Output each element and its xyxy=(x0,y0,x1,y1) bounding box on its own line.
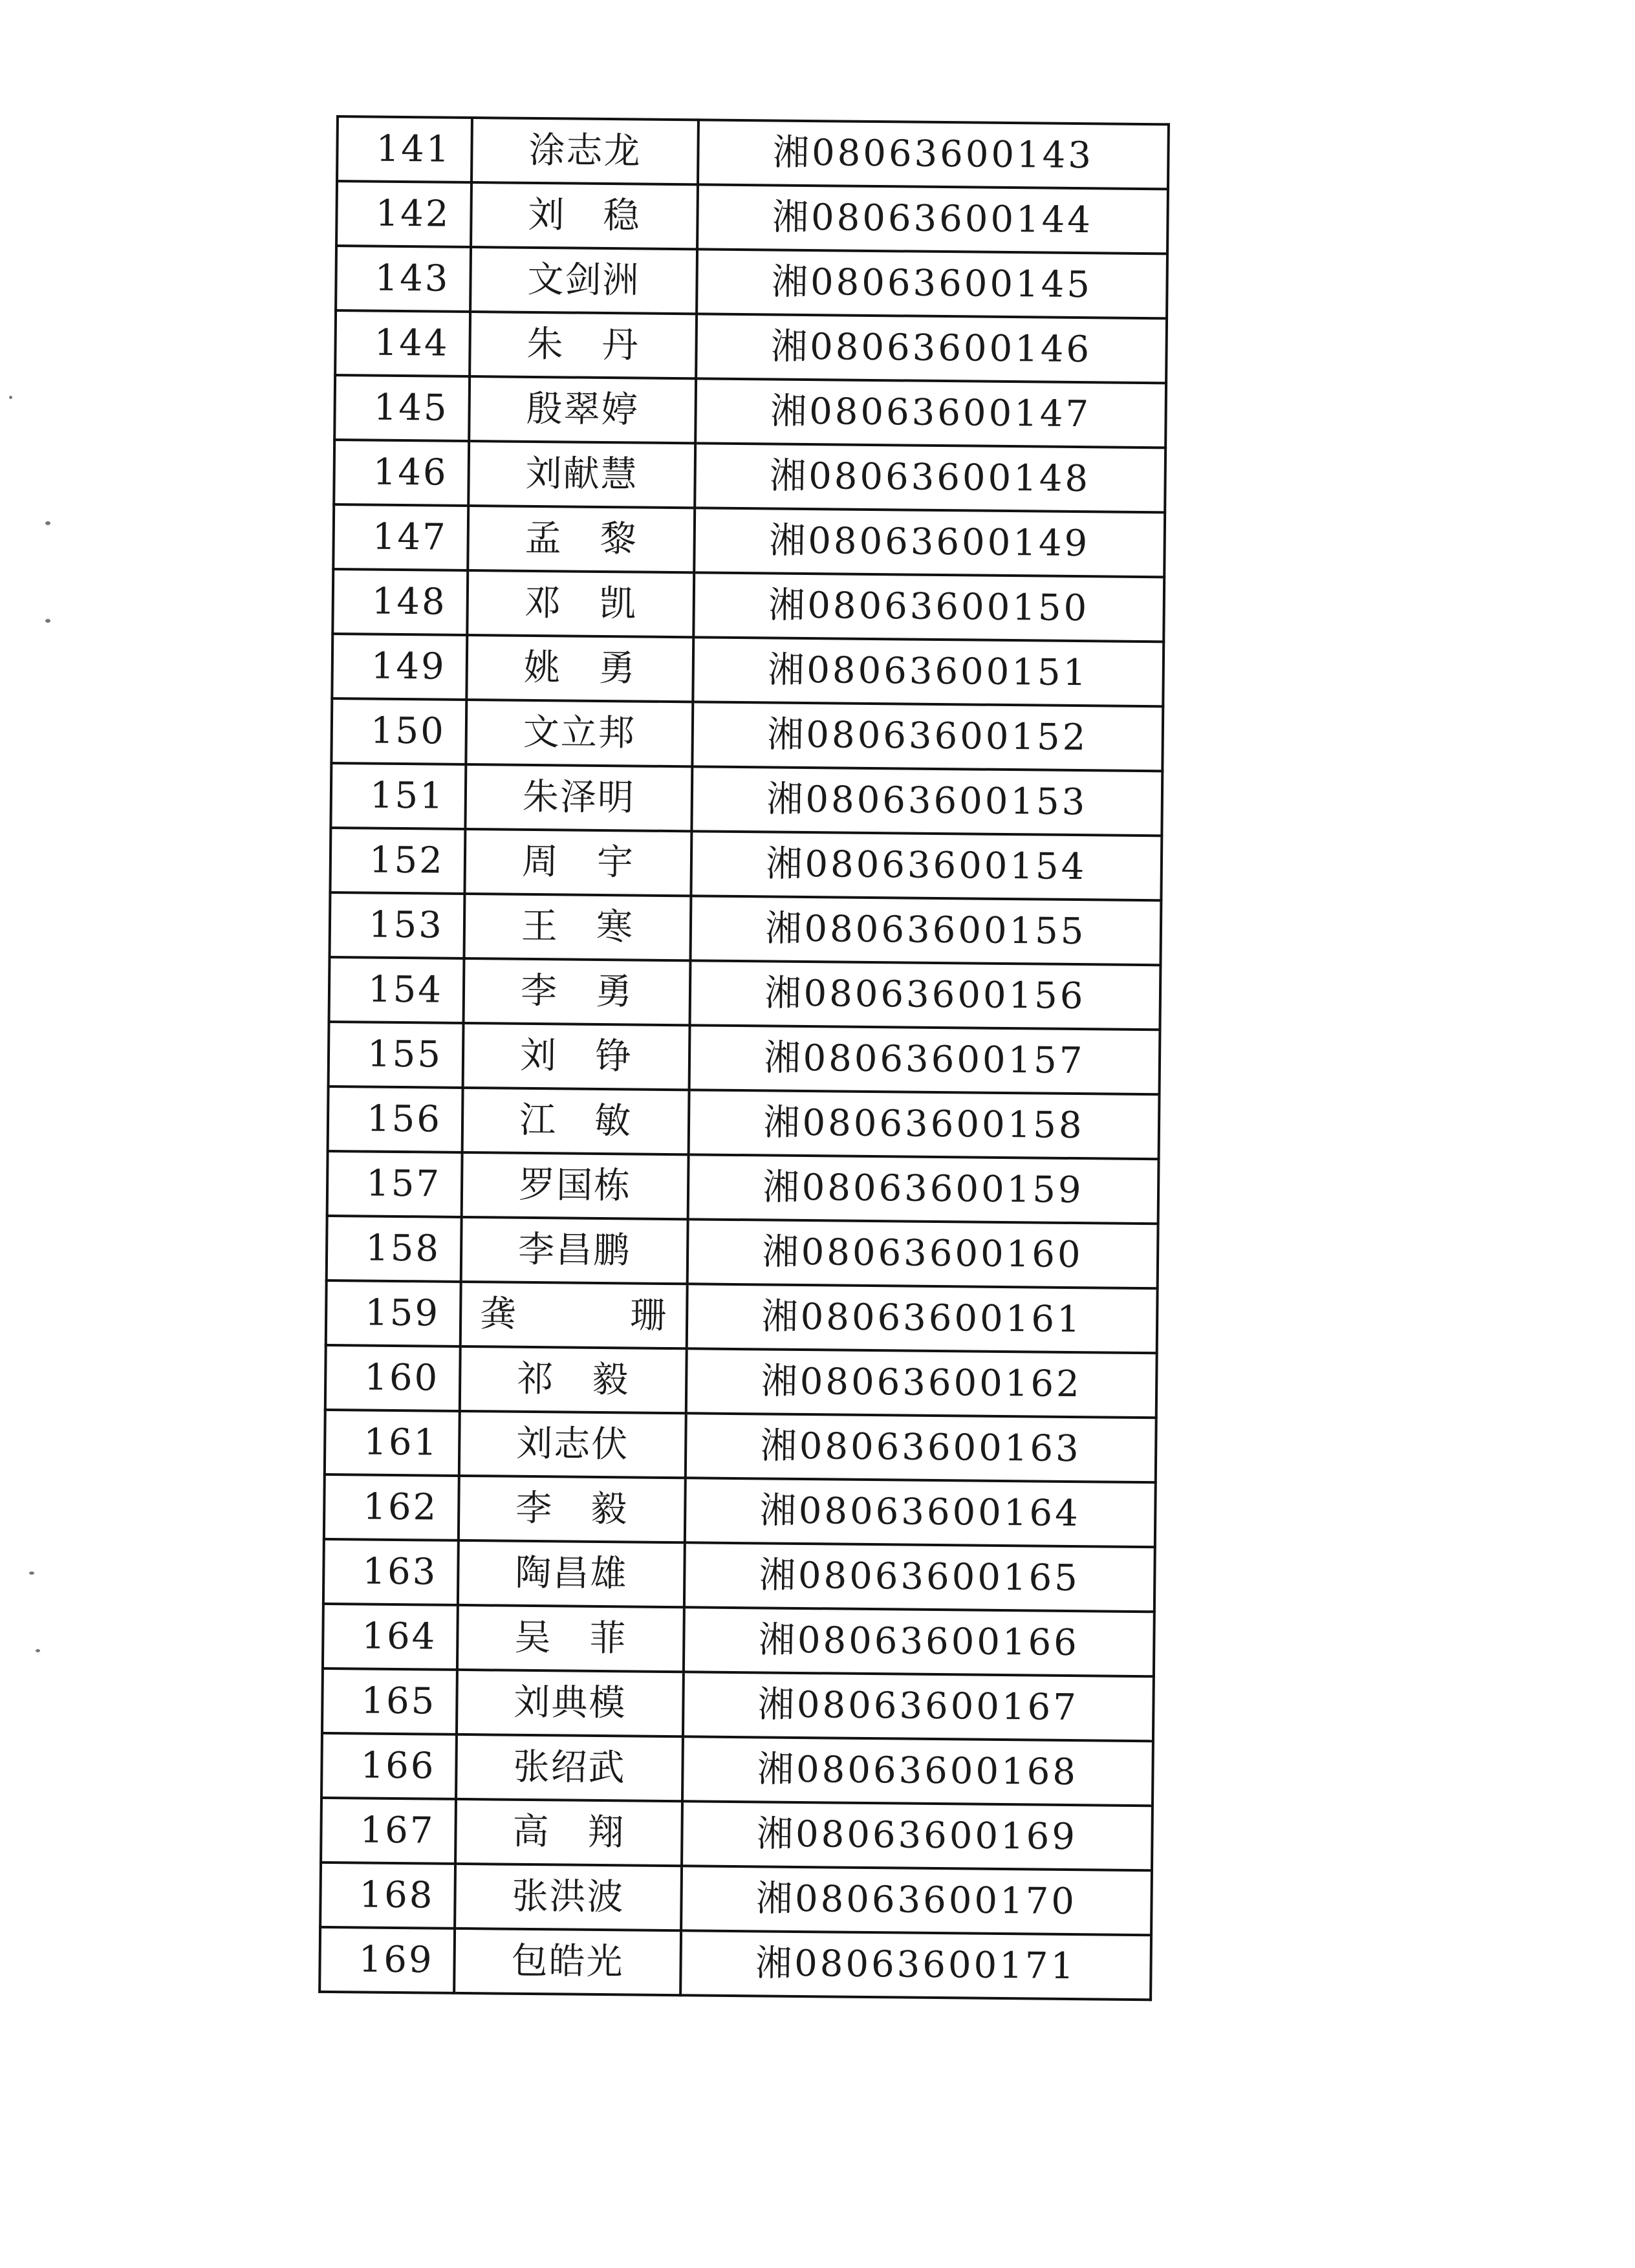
table-row xyxy=(335,310,1167,383)
certificate-number: 湘08063600171 xyxy=(680,1930,1151,2000)
person-name: 罗国栋 xyxy=(462,1152,689,1219)
table-row xyxy=(321,1733,1153,1806)
person-name: 李 毅 xyxy=(459,1476,686,1542)
row-number: 158 xyxy=(327,1216,462,1282)
row-number: 167 xyxy=(321,1798,456,1864)
person-name: 刘 稳 xyxy=(471,182,698,249)
certificate-number: 湘08063600164 xyxy=(685,1478,1156,1547)
table-row xyxy=(334,440,1165,512)
row-number: 155 xyxy=(329,1022,464,1088)
person-name: 祁 毅 xyxy=(460,1346,687,1413)
row-number: 146 xyxy=(334,440,469,506)
certificate-number: 湘08063600152 xyxy=(692,702,1163,771)
row-number: 145 xyxy=(334,375,470,441)
table-row xyxy=(320,1863,1152,1935)
certificate-number: 湘08063600170 xyxy=(681,1866,1152,1935)
table-row xyxy=(337,116,1169,189)
table-row xyxy=(330,763,1162,836)
certificate-number: 湘08063600166 xyxy=(684,1607,1154,1676)
table-row xyxy=(336,181,1168,254)
person-name: 周 宇 xyxy=(464,829,691,896)
certificate-number: 湘08063600150 xyxy=(693,572,1164,642)
certificate-number: 湘08063600144 xyxy=(697,184,1168,254)
certificate-number: 湘08063600145 xyxy=(697,249,1167,318)
person-name: 龚 珊 xyxy=(460,1282,688,1348)
certificate-number: 湘08063600153 xyxy=(691,766,1162,836)
row-number: 143 xyxy=(336,246,471,312)
row-number: 163 xyxy=(323,1539,459,1605)
row-number: 149 xyxy=(332,634,467,700)
scan-speck xyxy=(36,1649,40,1652)
person-name: 张洪波 xyxy=(455,1864,682,1930)
person-name: 殷翠婷 xyxy=(469,376,696,443)
row-number: 161 xyxy=(325,1410,460,1476)
table-row xyxy=(334,375,1166,448)
row-number: 154 xyxy=(329,957,464,1023)
table-row xyxy=(321,1798,1153,1870)
certificate-number: 湘08063600155 xyxy=(690,896,1161,965)
certificate-number: 湘08063600159 xyxy=(688,1154,1159,1224)
table-row xyxy=(327,1216,1158,1288)
certificate-number: 湘08063600148 xyxy=(695,443,1165,512)
row-number: 166 xyxy=(321,1733,457,1799)
table-row xyxy=(332,634,1164,706)
person-name: 包皓光 xyxy=(454,1928,681,1995)
scan-speck xyxy=(45,521,50,525)
person-name: 王 寒 xyxy=(464,894,691,960)
table-row xyxy=(319,1927,1151,2000)
certificate-number: 湘08063600157 xyxy=(689,1025,1160,1094)
row-number: 165 xyxy=(322,1669,457,1734)
certificate-number: 湘08063600169 xyxy=(682,1801,1153,1870)
certificate-number: 湘08063600165 xyxy=(684,1542,1155,1612)
person-name: 邓 凯 xyxy=(467,570,694,637)
table-row xyxy=(323,1539,1155,1612)
row-number: 152 xyxy=(330,828,465,894)
person-name: 李 勇 xyxy=(464,958,691,1025)
row-number: 148 xyxy=(332,569,468,635)
certificate-number: 湘08063600158 xyxy=(689,1090,1160,1159)
row-number: 164 xyxy=(323,1604,458,1670)
table-row xyxy=(333,504,1165,577)
certificate-number: 湘08063600143 xyxy=(698,120,1169,189)
person-name: 涂志龙 xyxy=(471,118,698,184)
table-row xyxy=(328,1086,1160,1159)
certificate-number: 湘08063600167 xyxy=(683,1672,1154,1741)
person-name: 刘献慧 xyxy=(468,441,695,508)
table-row xyxy=(332,569,1164,642)
row-number: 156 xyxy=(328,1086,463,1152)
table-row xyxy=(322,1669,1154,1741)
person-name: 孟 黎 xyxy=(468,506,695,572)
scan-speck xyxy=(45,619,50,623)
person-name: 吴 菲 xyxy=(457,1605,684,1672)
table-row xyxy=(330,828,1162,900)
roster-table-body xyxy=(319,116,1169,2000)
person-name: 陶昌雄 xyxy=(458,1540,685,1607)
person-name: 文剑洲 xyxy=(470,247,697,314)
table-row xyxy=(323,1604,1154,1676)
table-row xyxy=(325,1345,1157,1418)
table-row xyxy=(329,957,1161,1030)
table-row xyxy=(327,1151,1159,1224)
person-name: 刘 铮 xyxy=(463,1023,690,1090)
row-number: 150 xyxy=(331,698,466,764)
certificate-number: 湘08063600154 xyxy=(691,831,1162,900)
person-name: 朱泽明 xyxy=(465,764,692,831)
row-number: 168 xyxy=(320,1863,455,1928)
row-number: 157 xyxy=(327,1151,462,1217)
table-row xyxy=(324,1474,1156,1547)
certificate-number: 湘08063600156 xyxy=(690,960,1161,1030)
row-number: 159 xyxy=(326,1280,461,1346)
row-number: 141 xyxy=(337,116,472,182)
certificate-number: 湘08063600149 xyxy=(694,508,1165,577)
row-number: 169 xyxy=(319,1927,455,1993)
row-number: 160 xyxy=(325,1345,460,1411)
table-row xyxy=(325,1410,1156,1482)
person-name: 江 敏 xyxy=(462,1088,689,1154)
table-row xyxy=(330,892,1162,965)
certificate-number: 湘08063600162 xyxy=(686,1348,1157,1418)
person-name: 李昌鹏 xyxy=(461,1217,688,1284)
person-name: 文立邦 xyxy=(466,700,693,766)
row-number: 162 xyxy=(324,1474,459,1540)
table-row xyxy=(329,1022,1160,1094)
certificate-number: 湘08063600146 xyxy=(696,314,1167,383)
certificate-number: 湘08063600168 xyxy=(682,1736,1153,1806)
row-number: 153 xyxy=(330,892,465,958)
person-name: 高 翔 xyxy=(455,1799,682,1866)
person-name: 朱 丹 xyxy=(470,312,697,378)
person-name: 刘志伏 xyxy=(459,1411,686,1478)
certificate-number: 湘08063600161 xyxy=(687,1284,1158,1353)
row-number: 142 xyxy=(336,181,471,247)
certificate-number: 湘08063600163 xyxy=(686,1413,1156,1482)
person-name: 姚 勇 xyxy=(466,635,693,702)
row-number: 147 xyxy=(333,504,468,570)
table-row xyxy=(326,1280,1158,1353)
person-name: 刘典模 xyxy=(457,1670,684,1736)
scan-speck xyxy=(9,396,12,399)
certificate-number: 湘08063600147 xyxy=(695,378,1166,448)
certificate-number: 湘08063600160 xyxy=(688,1219,1158,1288)
row-number: 144 xyxy=(335,310,470,376)
roster-table xyxy=(318,115,1170,2001)
certificate-number: 湘08063600151 xyxy=(693,637,1164,706)
table-row xyxy=(336,246,1167,318)
person-name: 张绍武 xyxy=(456,1734,683,1801)
table-row xyxy=(331,698,1163,771)
row-number: 151 xyxy=(330,763,466,829)
scan-speck xyxy=(29,1571,34,1575)
